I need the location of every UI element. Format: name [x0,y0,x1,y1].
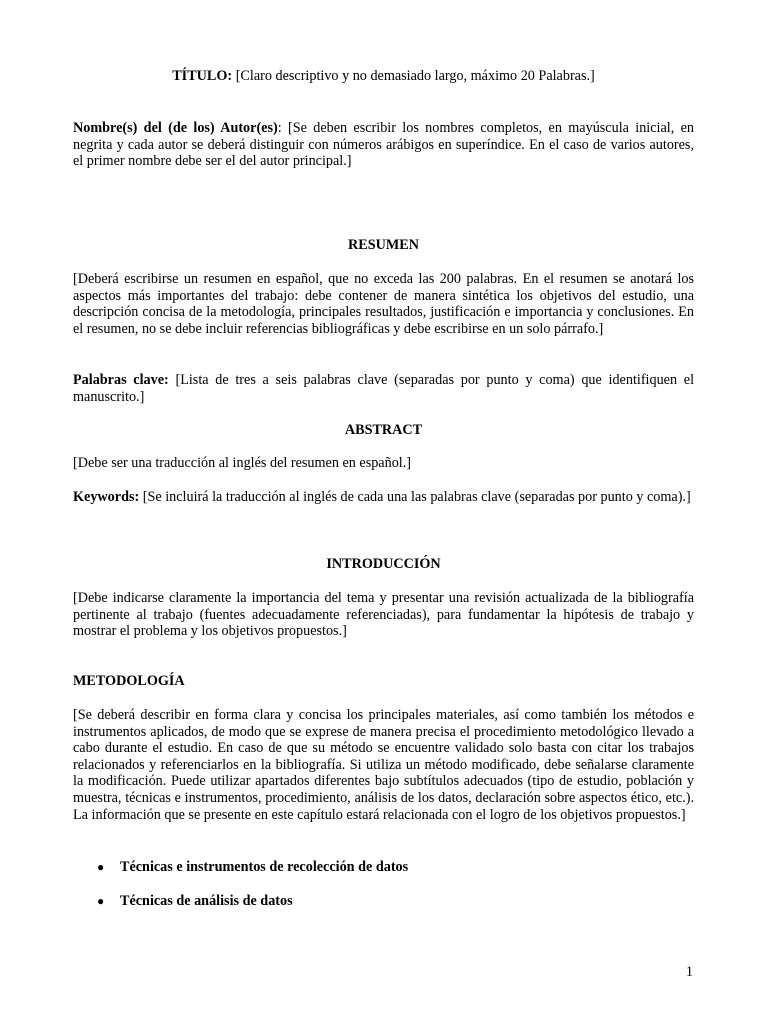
document-page [73,0,694,1024]
list-item-text: Técnicas e instrumentos de recolección de datos [120,859,409,875]
introduccion-body: [Debe indicarse claramente la importancia del tema y presentar una revisión actualizada de la bibliografía pertinente al trabajo (fuentes adecuadamente referenciadas), para fundamentar la hipótesis de trabajo y mostrar el problema y los objetivos propuestos.] [73,590,694,640]
title-label: TÍTULO: [172,68,233,84]
page-number: 1 [685,964,693,980]
resumen-heading: RESUMEN [348,237,419,253]
list-item [73,893,694,911]
abstract-body: [Debe ser una traducción al inglés del resumen en español.] [73,455,412,471]
palabras-clave-paragraph [73,372,694,405]
list-item-text: Técnicas de análisis de datos [120,893,293,909]
list-item [73,859,694,877]
authors-label: Nombre(s) del (de los) Autor(es) [73,120,278,136]
metodologia-body: [Se deberá describir en forma clara y concisa los principales materiales, así como también los métodos e instrumentos aplicados, de modo que se exprese de manera precisa el procedimiento metodológico llevado a cabo durante el estudio. En caso de que su método se encuentre validado solo basta con citar los trabajos relacionados y referenciarlos en la bibliografía. Si utiliza un método modificado, debe señalarse claramente la modificación. Puede utilizar apartados diferentes bajo subtítulos adecuados (tipo de estudio, población y muestra, técnicas e instrumentos, procedimiento, análisis de los datos, declaración sobre aspectos ético, etc.). La información que se presente en este capítulo estará relacionada con el logro de los objetivos propuestos.] [73,707,694,823]
resumen-body: [Deberá escribirse un resumen en español, que no exceda las 200 palabras. En el resumen se anotará los aspectos más importantes del trabajo: debe contener de manera sintética los objetivos del estudio, una descripción concisa de la metodología, principales resultados, justificación e importancia y conclusiones. En el resumen, no se debe incluir referencias bibliográficas y debe escribirse en un solo párrafo.] [73,271,694,337]
bullet-icon: ● [97,860,105,874]
metodologia-heading: METODOLOGÍA [73,673,185,689]
title-text: [Claro descriptivo y no demasiado largo, máximo 20 Palabras.] [232,68,595,84]
abstract-heading: ABSTRACT [344,422,423,438]
keywords-label: Keywords: [73,489,140,505]
palabras-clave-label: Palabras clave: [73,372,169,388]
authors-text: : [Se deben escribir los nombres completos, en mayúscula inicial, en negrita y cada autor se deberá distinguir con números arábigos en superíndice. En el caso de varios autores, el primer nombre debe ser el del autor principal.] [73,120,694,170]
bullet-icon: ● [97,894,105,908]
keywords-paragraph [73,489,694,506]
palabras-clave-text: [Lista de tres a seis palabras clave (separadas por punto y coma) que identifiquen el manuscrito.] [73,372,695,405]
authors-paragraph [73,120,694,170]
keywords-text: [Se incluirá la traducción al inglés de cada una las palabras clave (separadas por punto y coma).] [139,489,691,505]
title-line [73,68,694,85]
introduccion-heading: INTRODUCCIÓN [326,556,441,572]
